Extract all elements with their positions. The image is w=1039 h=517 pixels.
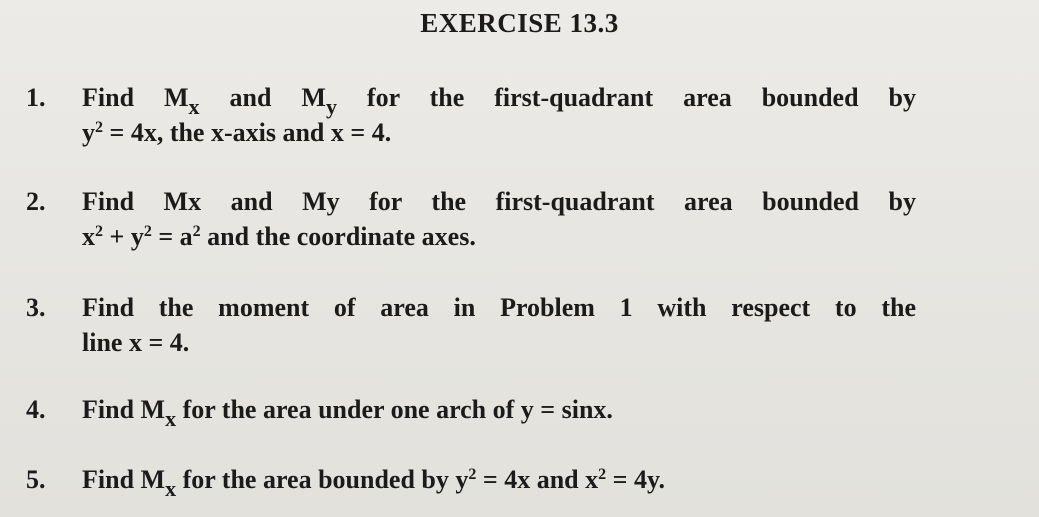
problem-line-1: Find the moment of area in Problem 1 with respect to the xyxy=(82,293,916,322)
problem-line-1: Find $M_x$ for the area bounded by $y^2 = 4x$ and $x^2 = 4y$. xyxy=(82,465,666,501)
problem-number: 2. xyxy=(26,187,46,216)
problem-number: 1. xyxy=(26,83,46,112)
problem-line-2: $x^2 + y^2 = a^2$ and the coordinate axes. xyxy=(82,222,476,251)
problem-line-2: line x = 4. xyxy=(82,328,190,357)
problem-4 xyxy=(26,392,916,431)
problem-1 xyxy=(26,80,916,150)
problem-2 xyxy=(26,184,916,254)
problem-number: 3. xyxy=(26,293,46,322)
problem-line-1: Find Mx and My for the first-quadrant area bounded by xyxy=(82,187,916,216)
problem-5 xyxy=(26,462,916,501)
problem-line-2: $y^2 = 4x$, the x-axis and x = 4. xyxy=(82,118,392,147)
problem-3 xyxy=(26,290,916,360)
problem-number: 5. xyxy=(26,465,46,494)
problem-line-1: Find $M_x$ for the area under one arch of y = sinx. xyxy=(82,395,613,431)
problem-number: 4. xyxy=(26,395,46,424)
problem-line-1: Find $M_x$ and $M_y$ for the first-quadrant area bounded by xyxy=(82,83,916,119)
exercise-title: EXERCISE 13.3 xyxy=(420,8,619,38)
